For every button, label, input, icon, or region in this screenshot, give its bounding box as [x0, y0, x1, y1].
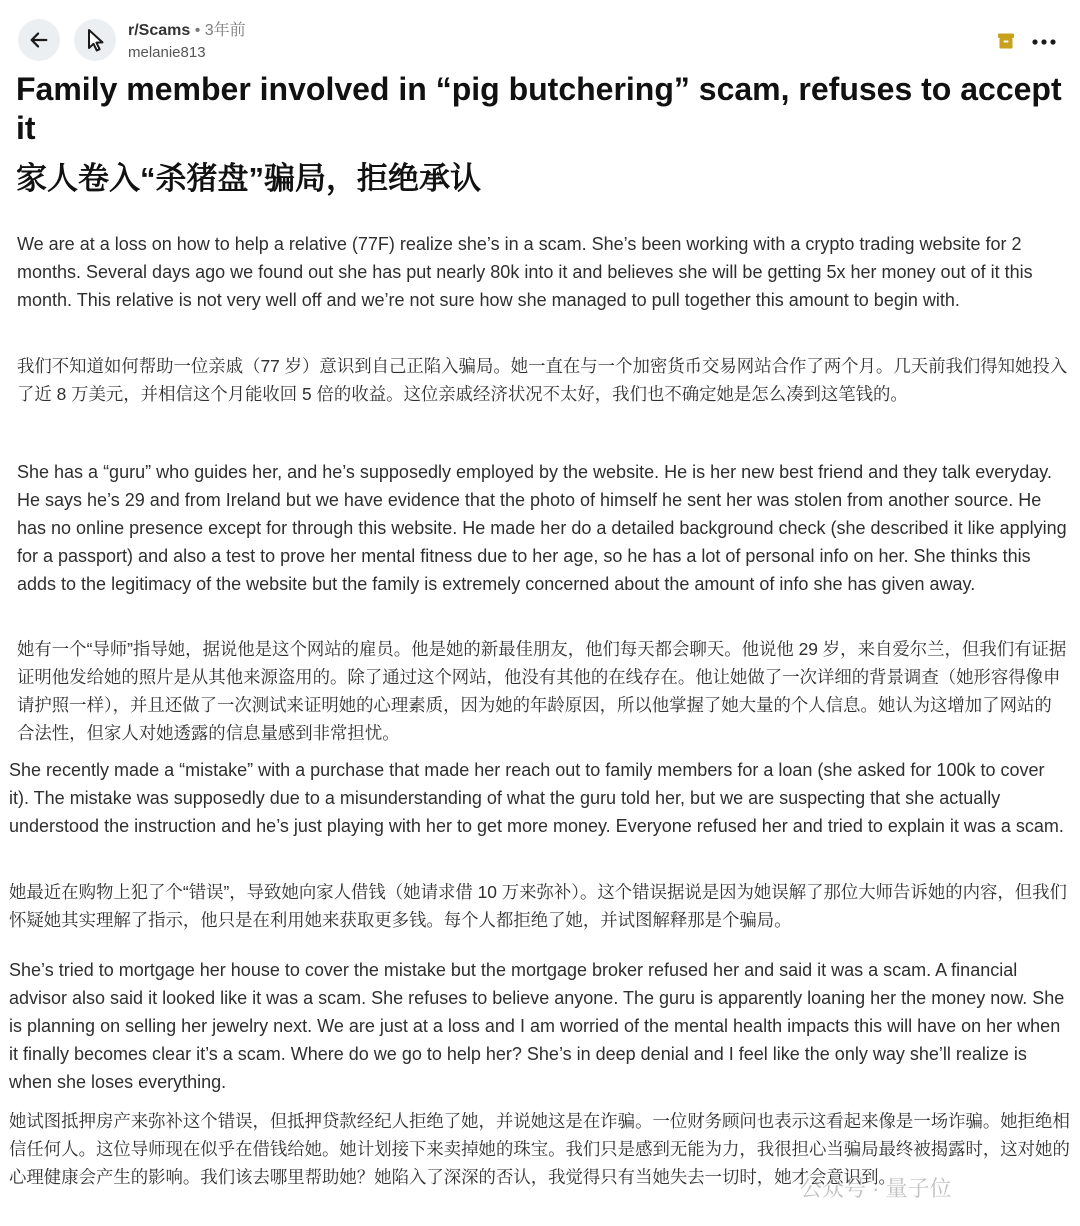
post-paragraph-1-en: We are at a loss on how to help a relative (77F) realize she’s in a scam. She’s been working with a crypto trading website for 2 months. Several days ago we found out she has put nearly 80k into it and believes she will be getting 5x her money out of it this month. This relative is not very well off and we’re not sure how she managed to pull together this amount to begin with. — [17, 234, 1033, 310]
back-button[interactable] — [18, 19, 60, 61]
more-icon[interactable] — [1030, 32, 1058, 52]
post-paragraph-3-en: She recently made a “mistake” with a purchase that made her reach out to family members for a loan (she asked for 100k to cover it). The mistake was supposedly due to a misunderstanding of what the guru told her, but we are suspecting that she actually understood the instruction and he’s just playing with her to get more money. Everyone refused her and tried to explain it was a scam. — [9, 760, 1064, 836]
post-author[interactable]: melanie813 — [128, 44, 206, 61]
post-title-zh: 家人卷入“杀猪盘”骗局，拒绝承认 — [16, 161, 481, 196]
post-meta — [128, 20, 246, 63]
post-paragraph-2-zh: 她有一个“导师”指导她，据说他是这个网站的雇员。他是她的新最佳朋友，他们每天都会聊天。他说他 29 岁，来自爱尔兰，但我们有证据证明他发给她的照片是从其他来源盗用的。除了通过这个网站，他没有其他的在线存在。他让她做了一次详细的背景调查（她形容得像申请护照一样），并且还做了一次测试来证明她的心理素质，因为她的年龄原因，所以他掌握了她大量的个人信息。她认为这增加了网站的合法性，但家人对她透露的信息量感到非常担忧。 — [17, 639, 1067, 743]
subreddit-avatar[interactable] — [74, 19, 116, 61]
meta-separator: • — [194, 22, 201, 39]
post-paragraph-4-en: She’s tried to mortgage her house to cover the mistake but the mortgage broker refused her and said it was a scam. A financial advisor also said it looked like it was a scam. She refuses to believe anyone. The guru is apparently loaning her the money now. She is planning on selling her jewelry next. We are just at a loss and I am worried of the mental health impacts this will have on her when it finally becomes clear it’s a scam. Where do we go to help her? She’s in deep denial and I feel like the only way she’ll realize is when she loses everything. — [9, 960, 1065, 1092]
post-paragraph-3-zh: 她最近在购物上犯了个“错误”，导致她向家人借钱（她请求借 10 万来弥补）。这个错误据说是因为她误解了那位大师告诉她的内容，但我们怀疑她其实理解了指示，他只是在利用她来获取更多钱。每个人都拒绝了她，并试图解释那是个骗局。 — [9, 882, 1067, 930]
subreddit-name[interactable]: r/Scams — [128, 22, 191, 39]
watermark: 公众号 · 量子位 — [800, 1176, 952, 1201]
post-paragraph-4-zh: 她试图抵押房产来弥补这个错误，但抵押贷款经纪人拒绝了她，并说她这是在诈骗。一位财务顾问也表示这看起来像是一场诈骗。她拒绝相信任何人。这位导师现在似乎在借钱给她。她计划接下来卖掉她的珠宝。我们只是感到无能为力，我很担心当骗局最终被揭露时，这对她的心理健康会产生的影响。我们该去哪里帮助她？她陷入了深深的否认，我觉得只有当她失去一切时，她才会意识到。 — [9, 1111, 1070, 1187]
archive-icon[interactable] — [997, 32, 1015, 50]
post-header — [0, 0, 1080, 72]
post-time: 3年前 — [204, 22, 246, 39]
post-title-en: Family member involved in “pig butchering” scam, refuses to accept it — [16, 71, 1062, 146]
arrow-left-icon — [28, 29, 50, 51]
cursor-icon — [84, 28, 106, 52]
post-paragraph-2-en: She has a “guru” who guides her, and he’s supposedly employed by the website. He is her new best friend and they talk everyday. He says he’s 29 and from Ireland but we have evidence that the photo of himself he sent her was stolen from another source. He has no online presence except for through this website. He made her do a detailed background check (she described it like applying for a passport) and also a test to prove her mental fitness due to her age, so he has a lot of personal info on her. She thinks this adds to the legitimacy of the website but the family is extremely concerned about the amount of info she has given away. — [17, 462, 1067, 594]
post-paragraph-1-zh: 我们不知道如何帮助一位亲戚（77 岁）意识到自己正陷入骗局。她一直在与一个加密货币交易网站合作了两个月。几天前我们得知她投入了近 8 万美元，并相信这个月能收回 5 倍的收益。这位亲戚经济状况不太好，我们也不确定她是怎么凑到这笔钱的。 — [17, 356, 1068, 404]
